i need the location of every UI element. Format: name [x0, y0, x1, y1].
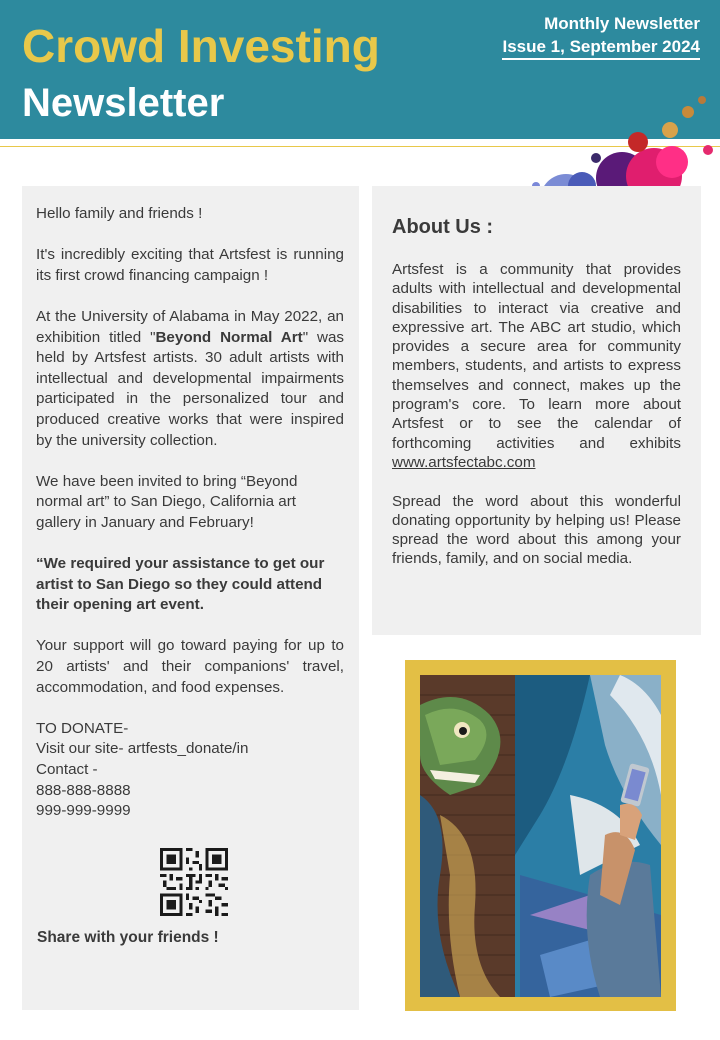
invitation-paragraph: We have been invited to bring “Beyond normal art” to San Diego, California art gallery in January and February! [36, 472, 298, 531]
greeting-text: Hello family and friends ! [36, 205, 203, 222]
visit-site-text: Visit our site- artfests_donate/in [36, 740, 249, 758]
about-panel [372, 186, 701, 635]
qr-code-icon[interactable] [160, 848, 228, 916]
monthly-label: Monthly Newsletter [544, 14, 700, 33]
intro-paragraph: It's incredibly exciting that Artsfest is running its first crowd financing campaign ! [36, 246, 344, 284]
share-text: Share with your friends ! [37, 929, 219, 946]
title-line-2: Newsletter [22, 81, 225, 125]
phone-number-1: 888-888-8888 [36, 781, 131, 799]
support-paragraph: Your support will go toward paying for up to 20 artists' and their companions' travel, accommodation, and food expenses. [36, 637, 344, 696]
donate-heading: TO DONATE- [36, 719, 129, 737]
spread-word-paragraph: Spread the word about this wonderful donating opportunity by helping us! Please spread the word about this among your friends, family, and on social media. [392, 492, 681, 568]
graffiti-photo [420, 675, 661, 997]
contact-label: Contact - [36, 761, 98, 779]
title-line-1: Crowd Investing [22, 20, 380, 72]
assistance-text: “We required your assistance to get our artist to San Diego so they could attend their opening art event. [36, 555, 325, 614]
exhibition-text-b: " was held by Artsfest artists. 30 adult artists with intellectual and developmental impairments participated in the personalized tour and produced creative works that were inspired by the university collection. [36, 328, 344, 449]
letter-body [36, 204, 344, 822]
about-title: About Us : [392, 216, 494, 238]
website-link[interactable]: www.artsfectabc.com [392, 453, 536, 471]
about-text: Artsfest is a community that provides adults with intellectual and developmental disabilities to interact via creative and expressive art. The ABC art studio, which provides a secure area for community members, students, and artists to express themselves and connect, makes up the program's core. To learn more about Artsfest or to see the calendar of forthcoming activities and exhibits [392, 261, 681, 452]
phone-number-2: 999-999-9999 [36, 802, 131, 820]
about-body [392, 260, 681, 588]
exhibition-title: Beyond Normal Art [155, 328, 303, 346]
issue-label: Issue 1, September 2024 [502, 37, 700, 60]
exhibition-paragraph [36, 307, 344, 451]
photo-frame [405, 660, 676, 1011]
exhibition-text-a: At the University of Alabama in May 2022, an exhibition titled " [36, 307, 344, 346]
about-paragraph [392, 260, 681, 472]
assistance-paragraph [36, 554, 344, 616]
